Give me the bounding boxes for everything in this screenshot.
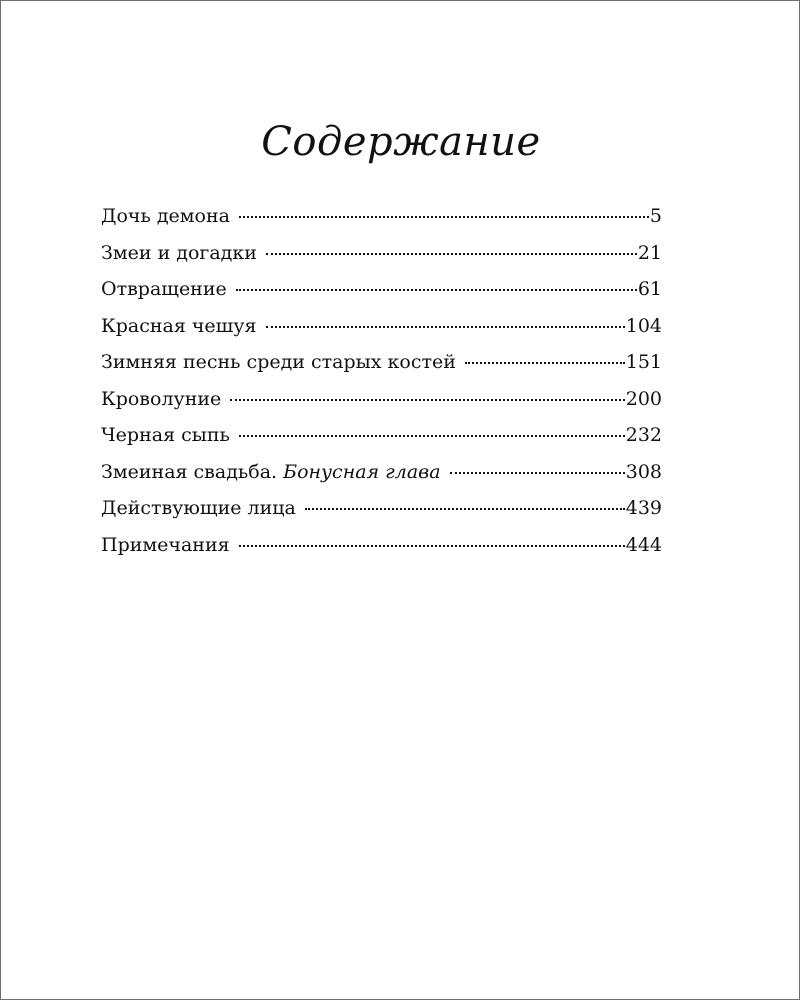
toc-entry-title: Змеи и догадки [101, 241, 257, 264]
toc-entry[interactable] [101, 534, 662, 571]
toc-entry-title: Зимняя песнь среди старых костей [101, 351, 456, 373]
toc-entry-title: Дочь демона [101, 205, 230, 227]
dot-leader [465, 362, 625, 364]
toc-entry-page: 439 [625, 497, 662, 519]
toc-entry-title: Черная сыпь [101, 424, 230, 446]
dot-leader [239, 435, 625, 437]
dot-leader [266, 253, 637, 255]
toc-entry-page: 5 [649, 205, 662, 227]
toc-entry-page: 308 [625, 460, 662, 483]
toc-entry-page: 151 [625, 351, 662, 373]
toc-entry-title: Кроволуние [101, 387, 222, 410]
dot-leader [239, 545, 625, 547]
toc-entry[interactable] [101, 388, 662, 425]
dot-leader [450, 472, 625, 474]
toc-entry-title: Примечания [101, 533, 230, 556]
toc-list [101, 205, 662, 570]
toc-entry-title: Змеиная свадьба. [101, 460, 278, 483]
toc-entry[interactable] [101, 242, 662, 279]
toc-entry-title: Красная чешуя [101, 314, 257, 337]
dot-leader [239, 216, 649, 218]
dot-leader [236, 289, 637, 291]
toc-entry-page: 200 [625, 387, 662, 410]
toc-entry-page: 104 [625, 314, 662, 337]
dot-leader [266, 326, 625, 328]
toc-entry[interactable] [101, 461, 662, 498]
toc-entry-page: 232 [625, 424, 662, 446]
toc-entry[interactable] [101, 351, 662, 388]
toc-entry[interactable] [101, 497, 662, 534]
dot-leader [230, 399, 624, 401]
toc-entry-subtitle: Бонусная глава [283, 460, 441, 483]
page-title: Содержание [261, 119, 541, 165]
toc-entry-title: Действующие лица [101, 497, 296, 519]
toc-entry[interactable] [101, 278, 662, 315]
toc-entry[interactable] [101, 315, 662, 352]
toc-entry-page: 444 [625, 533, 662, 556]
dot-leader [305, 508, 625, 510]
toc-entry[interactable] [101, 424, 662, 461]
toc-entry[interactable] [101, 205, 662, 242]
toc-entry-page: 61 [637, 278, 662, 300]
toc-entry-page: 21 [637, 241, 662, 264]
toc-entry-title: Отвращение [101, 278, 227, 300]
